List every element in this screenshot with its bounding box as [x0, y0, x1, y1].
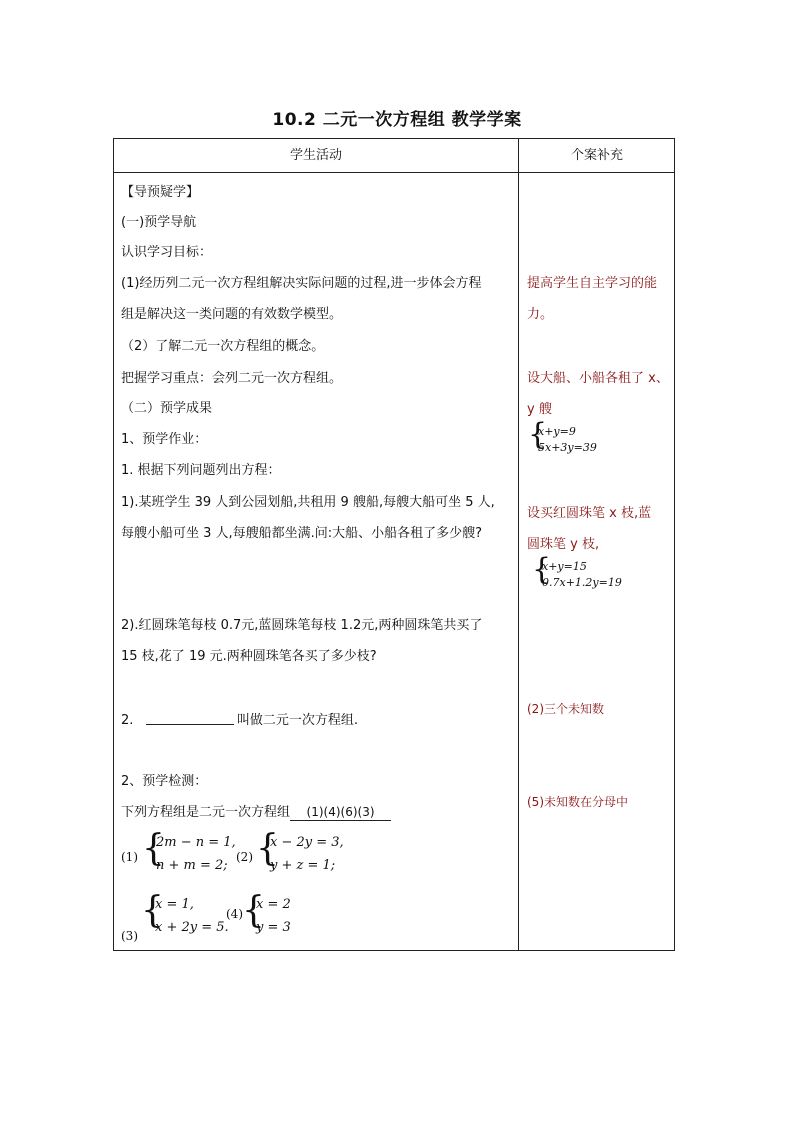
- brace: {: [242, 890, 265, 931]
- equation: x = 2: [256, 897, 291, 912]
- problem-text: 1).某班学生 39 人到公园划船,共租用 9 艘船,每艘大船可坐 5 人,: [121, 495, 495, 510]
- equation: y = 3: [256, 920, 291, 935]
- question-line: [121, 801, 391, 820]
- answer-blank: [146, 712, 234, 725]
- text-line: (1)经历列二元一次方程组解决实际问题的过程,进一步体会方程: [121, 276, 482, 291]
- question-number: 2.: [121, 713, 134, 728]
- subsection-heading: (一)预学导航: [121, 215, 197, 230]
- annotation: 设大船、小船各租了 x、: [527, 371, 669, 386]
- equation: x+y=9: [538, 425, 576, 438]
- section-heading: 【导预疑学】: [121, 185, 200, 200]
- equation: 0.7x+1.2y=19: [542, 576, 622, 589]
- annotation: y 艘: [527, 402, 552, 417]
- option-label: (1): [121, 850, 138, 864]
- problem-text: 每艘小船可坐 3 人,每艘船都坐满.问:大船、小船各租了多少艘?: [121, 526, 483, 541]
- annotation: 圆珠笔 y 枝,: [527, 537, 600, 552]
- equation: x+y=15: [542, 560, 587, 573]
- equation: y + z = 1;: [270, 858, 336, 873]
- brace: {: [142, 828, 165, 869]
- text-line: 认识学习目标：: [121, 245, 213, 260]
- text-line: （2）了解二元一次方程组的概念。: [121, 339, 325, 354]
- header-divider: [114, 172, 674, 173]
- problem-text: 2).红圆珠笔每枝 0.7元,蓝圆珠笔每枝 1.2元,两种圆珠笔共买了: [121, 618, 483, 633]
- annotation: (5)未知数在分母中: [527, 795, 628, 809]
- annotation: 提高学生自主学习的能: [527, 276, 658, 291]
- brace: {: [141, 890, 164, 931]
- text-line: 组是解决这一类问题的有效数学模型。: [121, 307, 343, 322]
- equation: x + 2y = 5.: [155, 920, 229, 935]
- header-case-supplement: 个案补充: [570, 148, 623, 163]
- page-title: 10.2 二元一次方程组 教学学案: [272, 110, 522, 130]
- option-label: (2): [236, 850, 253, 864]
- option-label: (4): [226, 907, 243, 921]
- problem-text: 15 枝,花了 19 元.两种圆珠笔各买了多少枝?: [121, 649, 377, 664]
- text-line: 1、预学作业：: [121, 432, 208, 447]
- equation: 5x+3y=39: [538, 441, 597, 454]
- brace: {: [532, 552, 552, 587]
- lesson-table: [113, 138, 675, 951]
- header-student-activity: 学生活动: [289, 148, 342, 163]
- equation: x = 1,: [155, 897, 194, 912]
- answer-filled: (1)(4)(6)(3): [290, 805, 391, 821]
- column-divider: [518, 139, 519, 950]
- equation: n + m = 2;: [156, 858, 228, 873]
- text-line: 1. 根据下列问题列出方程：: [121, 463, 281, 478]
- annotation: (2)三个未知数: [527, 702, 604, 716]
- question-text: 叫做二元一次方程组.: [236, 713, 358, 728]
- text-line: 把握学习重点：会列二元一次方程组。: [121, 371, 343, 386]
- equation: 2m − n = 1,: [156, 835, 236, 850]
- brace: {: [256, 828, 279, 869]
- fill-blank-question: [121, 709, 358, 728]
- annotation: 设买红圆珠笔 x 枝,蓝: [527, 506, 652, 521]
- question-text: 下列方程组是二元一次方程组: [121, 805, 291, 820]
- subsection-heading: （二）预学成果: [121, 401, 213, 416]
- equation: x − 2y = 3,: [270, 835, 344, 850]
- subsection-heading: 2、预学检测：: [121, 774, 208, 789]
- annotation: 力。: [527, 307, 554, 322]
- brace: {: [528, 417, 548, 452]
- option-label: (3): [121, 929, 138, 943]
